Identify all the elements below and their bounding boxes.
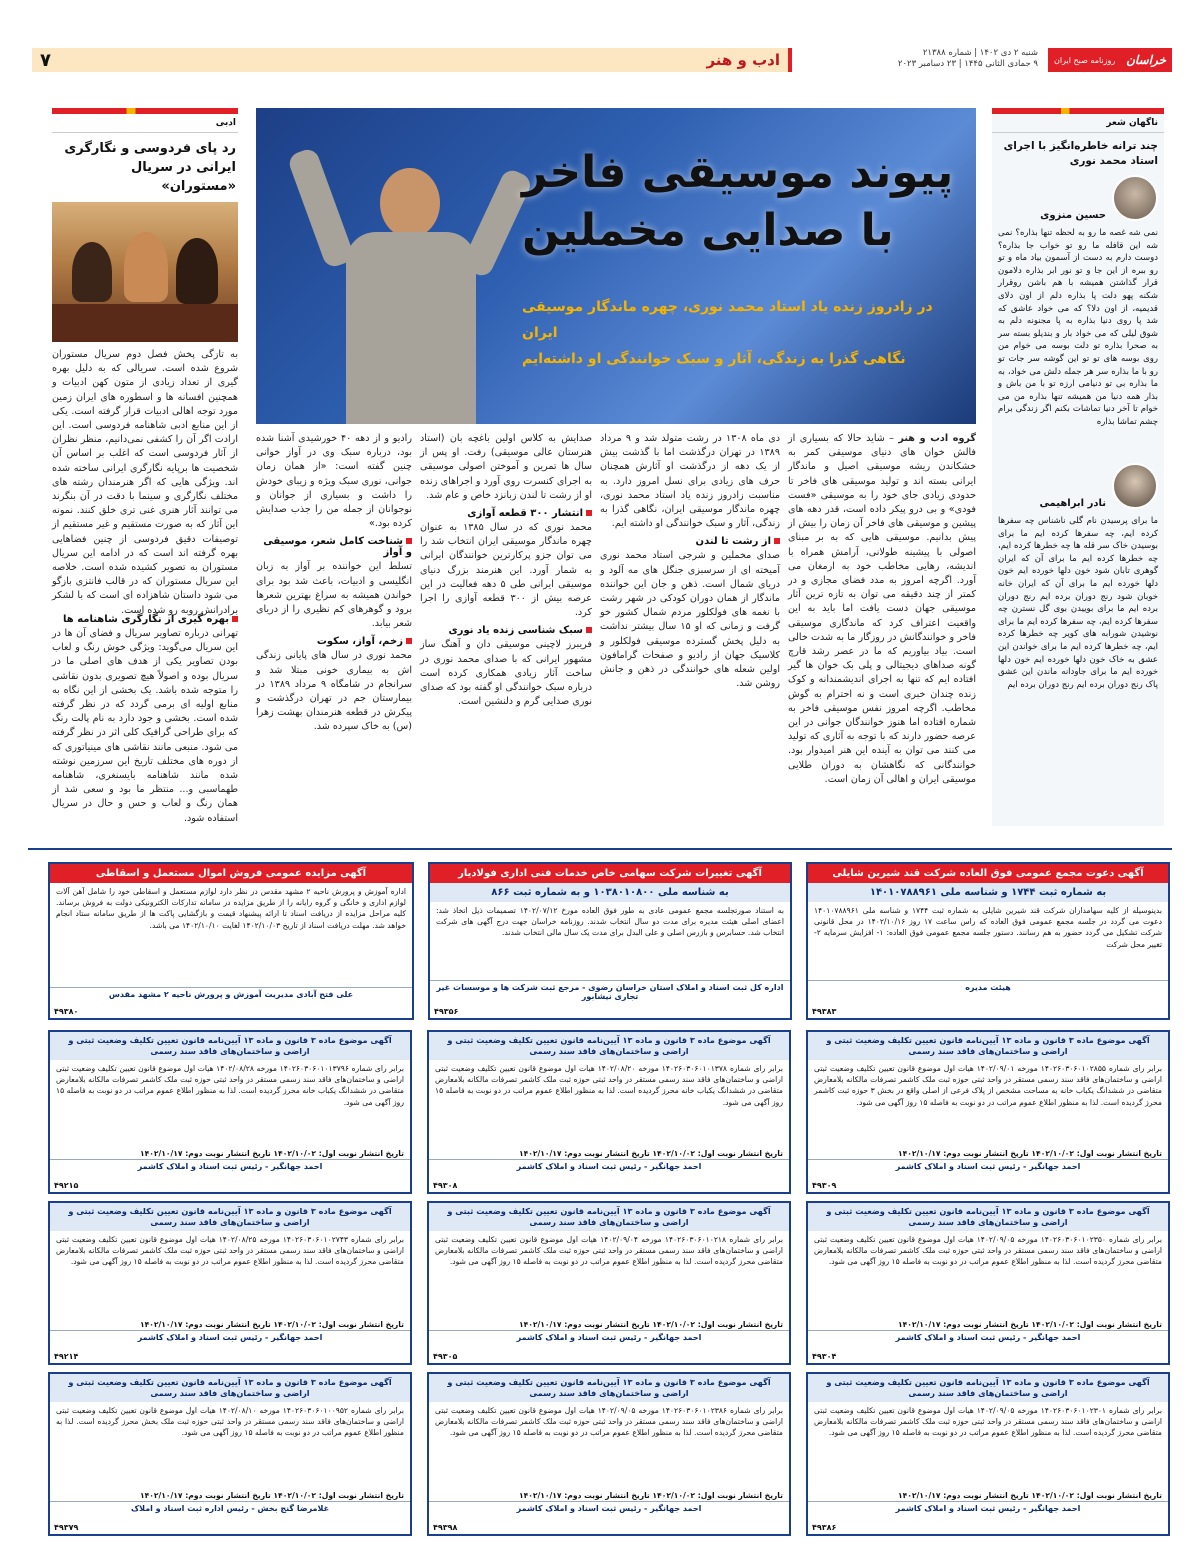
registry-ad-title: آگهی موضوع ماده ۳ قانون و ماده ۱۳ آیین‌نامه قانون تعیین تکلیف وضعیت ثبتی و اراضی و ساختمان‌های فاقد سند رسمی [808, 1203, 1168, 1231]
registry-ad-title: آگهی موضوع ماده ۳ قانون و ماده ۱۳ آیین‌نامه قانون تعیین تکلیف وضعیت ثبتی و اراضی و ساختمان‌های فاقد سند رسمی [808, 1032, 1168, 1060]
logo-text: خراسان [1126, 53, 1166, 67]
literary-title: رد پای فردوسی و نگارگری ایرانی در سریال «مستوران» [64, 141, 236, 194]
registry-ad-foot: احمد جهانگیر - رئیس ثبت اسناد و املاک کاشمر [429, 1330, 789, 1344]
series-photo [52, 202, 238, 342]
poet2-name: نادر ابراهیمی [1039, 498, 1106, 509]
literary-body-1: به تازگی پخش فصل دوم سریال مستوران شروع شده است. سریالی که به دلیل بهره گیری از تعداد زیادی از متون کهن ادبیات و همچنین افسانه ها و اسطوره های ایران زمین مورد توجه اهالی ادبیات قرار گرفته است. یکی از این منابع ادبی شاهنامه فردوسی است. این ارادت اگر آن را کشفی نمی‌دانیم، منظر نظران از آثار فردوسی است که اغلب بر اساس آن شخصیت ها برپایه نگارگری ایرانی ساخته شده اند. ویژگی هایی که اگر هنرمندان رشته های مختلف نگارگری و سینما با دقت در آن بنگرند می توانند آثار هنری غنی تری خلق کنند. نمونه این آثار که به صورت مستقیم و غیر مستقیم از توصیفات دقیق فردوسی از چنین فضاهایی بهره گرفته اند است که در ادامه این سریال مستوران به تصویر کشیده شده است. خلاصه این سریال مستوران که در قالب فانتزی بازگو می شود داستان شاهزاده ای است که با لشکر برادرانش روبه رو شده است. [52, 349, 238, 616]
feature-col3-subhead-text: انتشار ۳۰۰ قطعه آوازی [467, 508, 583, 520]
masthead [0, 40, 1200, 76]
poetry-intro: چند ترانه خاطره‌انگیز با اجرای استاد محمد نوری [1003, 140, 1158, 167]
date-line-1: شنبه ۲ دی ۱۴۰۲ | شماره ۲۱۳۸۸ [922, 48, 1038, 58]
registry-ad [806, 1201, 1170, 1365]
feature-col1-intro: گروه ادب و هنر [898, 433, 976, 444]
registry-ad [427, 1201, 791, 1365]
logo-block [1048, 48, 1172, 72]
ad-top-2 [428, 862, 792, 1020]
registry-ad-foot: احمد جهانگیر - رئیس ثبت اسناد و املاک کاشمر [808, 1501, 1168, 1515]
feature-col-3 [420, 432, 592, 826]
hero-title-line-1: پیوند موسیقی فاخر [522, 147, 954, 198]
bullet-icon [232, 616, 238, 622]
registry-ad [48, 1030, 412, 1194]
feature-col-1 [788, 432, 976, 826]
ad-top-1-num: ۴۹۳۸۳ [812, 1007, 837, 1016]
ad-top-3-foot: علی فتح آبادی مدیریت آموزش و پرورش ناحیه ۲ مشهد مقدس [50, 987, 412, 1001]
bullet-icon [406, 538, 412, 544]
ad-top-1-subtitle: به شماره ثبت ۱۷۴۴ و شناسه ملی ۱۴۰۱۰۷۸۸۹۶۱ [808, 883, 1168, 902]
registry-ad-body: برابر رای شماره ۱۴۰۲۶۰۳۰۶۰۱۰۲۱۸ مورخه ۱۴۰۲/۰۹/۰۴ هیات اول موضوع قانون تعیین تکلیف وضعیت ثبتی اراضی و ساختمان‌های فاقد سند رسمی مستقر در واحد ثبتی حوزه ثبت ملک کاشمر تصرفات مالکانه بلامعارض متقاضی محرز گردیده است. لذا به منظور اطلاع عموم مراتب در دو نوبت به فاصله ۱۵ روز آگهی می شود. [435, 1235, 783, 1267]
feature-col4-text: رادیو و از دهه ۴۰ خورشیدی آشنا شده بود، درباره سبک وی در آواز خوانی چنین گفته است: «از همان زمان جوانی، نوری سبک ویژه و زیبای خودش را داشت و بسیاری از جوانان و نوجوانان از جمله من را جذب صدایش کرده بود.» [256, 433, 412, 530]
registry-ad-num: ۴۹۳۸۶ [812, 1523, 837, 1532]
registry-ad-num: ۴۹۳۹۸ [433, 1523, 458, 1532]
bullet-icon [586, 510, 592, 516]
poet1-name: حسین منزوی [1040, 210, 1106, 221]
feature-col4-text-c: محمد نوری در سال های پایانی زندگی اش به بیماری خونی مبتلا شد و سرانجام در شامگاه ۹ مرداد ۱۳۸۹ در بیمارستان جم در تهران درگذشت و پیکرش در قطعه هنرمندان بهشت زهرا (س) به خاک سپرده شد. [256, 650, 412, 733]
hero-lead-line-1: در زادروز زنده یاد استاد محمد نوری، چهره ماندگار موسیقی ایران [522, 299, 933, 341]
registry-ad-title: آگهی موضوع ماده ۳ قانون و ماده ۱۳ آیین‌نامه قانون تعیین تکلیف وضعیت ثبتی و اراضی و ساختمان‌های فاقد سند رسمی [50, 1203, 410, 1231]
literary-column [52, 108, 238, 826]
literary-subhead-text: بهره گیری از نگارگری شاهنامه ها [63, 614, 229, 625]
poet1-avatar [1112, 175, 1158, 221]
ad-top-1 [806, 862, 1170, 1020]
hero-photo-figure [296, 128, 536, 424]
hero-title [522, 144, 962, 260]
feature-col2-text: دی ماه ۱۳۰۸ در رشت متولد شد و ۹ مرداد ۱۳۸۹ در تهران درگذشت اما با گذشت بیش از یک دهه از درگذشت او آثارش همچنان حرف های زیادی برای نسل امروز دارد. به مناسبت زادروز زنده یاد استاد محمد نوری، چهره ماندگار موسیقی ایران، نگاهی گذرا به زندگی، آثار و سبک خوانندگی او داشته ایم. [600, 433, 780, 530]
feature-col2-text-b: صدای مخملین و شرجی استاد محمد نوری آمیخته ای از سرسبزی جنگل های مه آلود و دریای شمال است. ذهن و جان این خواننده ماندگار از همان دوران کودکی در شهر رشت با نغمه های فولکلور مردم شمال کشور خو گرفت و زمانی که او ۱۵ سال بیشتر نداشت به دلیل پخش گسترده موسیقی فولکلور و کلاسیک جهان از رادیو و صفحات گرامافون اولین شعله های خوانندگی در ذهن و جانش روشن شد. [600, 550, 780, 690]
section-title: ادب و هنر [706, 51, 780, 69]
ad-top-2-foot: اداره کل ثبت اسناد و املاک استان خراسان رضوی - مرجع ثبت شرکت ها و موسسات غیر تجاری نیشابور [430, 980, 790, 1003]
registry-ad-title: آگهی موضوع ماده ۳ قانون و ماده ۱۳ آیین‌نامه قانون تعیین تکلیف وضعیت ثبتی و اراضی و ساختمان‌های فاقد سند رسمی [808, 1374, 1168, 1402]
registry-ad-num: ۴۹۳۷۹ [54, 1523, 79, 1532]
literary-kicker: ادبی [52, 114, 238, 133]
ad-top-2-subtitle: به شناسه ملی ۱۰۳۸۰۱۰۸۰۰ و به شماره ثبت ۸۶۶ [430, 883, 790, 902]
feature-col3-text-c: فریبرز لاچینی موسیقی دان و آهنگ ساز مشهور ایرانی که با صدای محمد نوری در ساخت آثار زیادی همکاری کرده است درباره سبک خوانندگی او گفته بود که صدای نوری صدایی گرم و دلنشین است. [420, 639, 592, 708]
ad-top-1-body: بدینوسیله از کلیه سهامداران شرکت قند شیرین شایلی به شماره ثبت ۱۷۴۴ و شناسه ملی ۱۴۰۱۰۷۸۸۹۶۱ دعوت می گردد در جلسه مجمع عمومی فوق العاده که راس ساعت ۱۷ روز ۱۴۰۲/۱۰/۱۶ در محل قانونی شرکت تشکیل می گردد حضور به هم رسانند. دستور جلسه مجمع عمومی فوق العاده: ۱- افزایش سرمایه ۲- تغییر محل شرکت [814, 906, 1163, 949]
registry-ad-foot: احمد جهانگیر - رئیس ثبت اسناد و املاک کاشمر [429, 1159, 789, 1173]
registry-ad [806, 1030, 1170, 1194]
registry-ad-dates: تاریخ انتشار نوبت اول: ۱۴۰۲/۱۰/۰۲ تاریخ انتشار نوبت دوم: ۱۴۰۲/۱۰/۱۷ [518, 1320, 783, 1329]
poet2-avatar [1112, 463, 1158, 509]
hero-lead [522, 294, 962, 372]
literary-body-2: تهرانی درباره تصاویر سریال و فضای آن ها در این سریال می‌گوید: ویژگی خوش رنگ و لعاب بودن تصاویر یکی از هدف های اصلی ما در سریال بوده و اصولاً هیچ تصویری بدون نقاشی را متوجه شده باشد. یک بخشی از این نگاه به منابع اولیه ای برمی گردد که در نظر گرفته شده است. بخشی و جود دارد به نام پالت رنگ که برای طراحی گرافیک کلی اثر در نظر گرفته می شود. منبعی مانند نقاشی های مینیاتوری که از دوره های مختلف تاریخ این سرزمین نوشته شده مانند شاهنامه بایسنغری، شاهنامه طهماسبی و... منتظر ما بود و سعی شد از همان رنگ و لعاب و حس و حال در سریال استفاده شود. [52, 628, 238, 824]
registry-ad-body: برابر رای شماره ۱۴۰۲۶۰۳۰۶۰۱۰۲۳۸۶ مورخه ۱۴۰۲/۰۹/۰۵ هیات اول موضوع قانون تعیین تکلیف وضعیت ثبتی اراضی و ساختمان‌های فاقد سند رسمی مستقر در واحد ثبتی حوزه ثبت ملک کاشمر تصرفات مالکانه بلامعارض متقاضی محرز گردیده است. لذا به منظور اطلاع عموم مراتب در دو نوبت به فاصله ۱۵ روز آگهی می شود. [435, 1406, 783, 1438]
registry-ad-foot: احمد جهانگیر - رئیس ثبت اسناد و املاک کاشمر [429, 1501, 789, 1515]
poem1-text: نمی شه غصه ما رو به لحظه تنها بذاره؟ نمی شه این قافله ما رو تو خواب جا بذاره؟ دوست دارم به دست از آسمون بیاد ماه و تو رو ببره از این جا و تو نور ابر بذاره دلامون قرار گذاشتن همیشه با هم باشن روقرار شکنه پهو دلت پا بذاره دلم از اون دلای قدیمیه، از اون دلا؟ که می خواد عاشق که شد پا روی دنیا بذاره به پا مجنونه دلم به شوق لیلی که می خواد بار و بندیلو بسته سر به صحرا بذاره تو دلت بوسه می خوام من روی بوسه های تو تو این گوشه سر جات تو رو با ما بذاره سر هر جمله دلش می خواد، به ما بذاره بی تو دنیامی ارزه تو با من باش و بذار همه دنیا من همیشه تنها بذاره من می خوام تا آخر دنیا تماشات بکنم اگر زندگی برام چشم تماشا بذاره [998, 228, 1158, 427]
registry-ad-dates: تاریخ انتشار نوبت اول: ۱۴۰۲/۱۰/۰۲ تاریخ انتشار نوبت دوم: ۱۴۰۲/۱۰/۱۷ [139, 1320, 404, 1329]
bullet-icon [586, 627, 592, 633]
registry-ad-num: ۴۹۲۱۴ [54, 1352, 79, 1361]
registry-ad-dates: تاریخ انتشار نوبت اول: ۱۴۰۲/۱۰/۰۲ تاریخ انتشار نوبت دوم: ۱۴۰۲/۱۰/۱۷ [518, 1491, 783, 1500]
registry-ad [806, 1372, 1170, 1536]
feature-col3-text-b: محمد نوری که در سال ۱۳۸۵ به عنوان چهره ماندگار موسیقی ایران انتخاب شد را می توان جزو پرکارترین خوانندگان ایرانی به شمار آورد. این هنرمند بزرگ دنیای موسیقی ایرانی طی ۵ دهه فعالیت در این عرصه بیش از ۳۰۰ قطعه آوازی را اجرا کرد. [420, 522, 593, 619]
poem2-text: ما برای پرسیدن نام گلی ناشناس چه سفرها کرده ایم، چه سفرها کرده ایم ما برای بوسیدن خاک سر قله ها چه خطرها کرده ایم، چه خطرها کرده ایم ما برای آن که ایران گوهری تابان شود خون دلها خورده ایم خون دلها خورده ایم ما برای آن که ایران خانه خوبان شود رنج دوران برده ایم رنج دوران برده ایم ما برای بوییدن بوی گل نسترن چه سفرها کرده ایم، چه سفرها کرده ایم ما برای نوشیدن شورابه های کویر چه خطرها کرده ایم، چه خطرها کرده ایم ما برای خواندن این عشق به خاک خون دلها خورده ایم خون دلها خورده ایم ما برای جاودانه ماندن این عشق پاک رنج دوران برده ایم رنج دوران برده ایم [998, 516, 1158, 690]
page-number: ۷ [40, 49, 51, 71]
registry-ad [427, 1372, 791, 1536]
registry-ad-dates: تاریخ انتشار نوبت اول: ۱۴۰۲/۱۰/۰۲ تاریخ انتشار نوبت دوم: ۱۴۰۲/۱۰/۱۷ [897, 1491, 1162, 1500]
feature-col4-text-b: تسلط این خواننده بر آواز به زبان انگلیسی و ادبیات، باعث شد بود برای خواندن همیشه به سراغ بهترین شعرها برود و گوهرهای کم نظیری را از دریای شعر بیابد. [256, 561, 412, 630]
registry-ad-dates: تاریخ انتشار نوبت اول: ۱۴۰۲/۱۰/۰۲ تاریخ انتشار نوبت دوم: ۱۴۰۲/۱۰/۱۷ [518, 1149, 783, 1158]
ad-top-2-title: آگهی تغییرات شرکت سهامی خاص خدمات فنی اداری فولادیار [430, 864, 790, 883]
bullet-icon [406, 638, 412, 644]
ad-top-3-body: اداره آموزش و پرورش ناحیه ۲ مشهد مقدس در نظر دارد لوازم مستعمل و اسقاطی خود را شامل آهن آلات لوازم اداری و خانگی و گروه رایانه را از طریق مزایده در سامانه تدارکات الکترونیکی دولت به فروش برساند. کلیه مراحل مزایده از دریافت اسناد تا ارائه پیشنهاد قیمت و بازگشایی پاکت ها از طریق سامانه ستاد انجام خواهد شد. مهلت دریافت اسناد از تاریخ ۱۴۰۲/۱۰/۰۳ لغایت ۱۴۰۲/۱۰/۱۰ می باشد. [56, 887, 406, 930]
poetry-kicker: ناگهان شعر [992, 114, 1164, 133]
registry-ad-num: ۴۹۲۱۵ [54, 1181, 79, 1190]
ad-top-3 [48, 862, 414, 1020]
registry-ad-foot: احمد جهانگیر - رئیس ثبت اسناد و املاک کاشمر [808, 1330, 1168, 1344]
registry-ad-body: برابر رای شماره ۱۴۰۲۶۰۳۰۶۰۱۰۱۳۷۹۶ مورخه ۱۴۰۲/۰۸/۲۸ هیات اول موضوع قانون تعیین تکلیف وضعیت ثبتی اراضی و ساختمان‌های فاقد سند رسمی مستقر در واحد ثبتی حوزه ثبت ملک کاشمر تصرفات مالکانه بلامعارض متقاضی در ششدانگ یکباب خانه محرز گردیده است. لذا به منظور اطلاع عموم مراتب در دو نوبت به فاصله ۱۵ روز آگهی می شود. [56, 1064, 404, 1107]
feature-col3-text: صدایش به کلاس اولین باغچه بان (استاد هنرستان عالی موسیقی) رفت. او پس از سال ها تمرین و آموختن اصولی موسیقی به اجرای کنسرت روی آورد و اجراهای زنده او از رشت تا لندن زبانزد خاص و عام شد. [420, 433, 592, 501]
registry-ad-dates: تاریخ انتشار نوبت اول: ۱۴۰۲/۱۰/۰۲ تاریخ انتشار نوبت دوم: ۱۴۰۲/۱۰/۱۷ [897, 1320, 1162, 1329]
registry-ad-dates: تاریخ انتشار نوبت اول: ۱۴۰۲/۱۰/۰۲ تاریخ انتشار نوبت دوم: ۱۴۰۲/۱۰/۱۷ [897, 1149, 1162, 1158]
registry-ad-body: برابر رای شماره ۱۴۰۲۶۰۳۰۶۰۱۰۰۹۵۲ مورخه ۱۴۰۲/۰۸/۱۰ هیات اول موضوع قانون تعیین تکلیف وضعیت ثبتی اراضی و ساختمان‌های فاقد سند رسمی مستقر در واحد ثبتی حوزه ثبت ملک بخش محرز گردیده است. لذا به منظور اطلاع عموم مراتب در دو نوبت به فاصله ۱۵ روز آگهی می شود. [56, 1406, 404, 1438]
feature-col4-subhead-1-text: شناخت کامل شعر، موسیقی و آواز [263, 536, 412, 559]
date-block [858, 48, 1038, 70]
paper-name: روزنامه صبح ایران [1054, 55, 1116, 65]
date-line-2: ۹ جمادی الثانی ۱۴۴۵ | ۲۳ دسامبر ۲۰۲۳ [897, 59, 1038, 69]
registry-ad [48, 1201, 412, 1365]
feature-col2-subhead [600, 531, 780, 549]
feature-col-4 [256, 432, 412, 826]
feature-col-2 [600, 432, 780, 826]
hero-lead-line-2: نگاهی گذرا به زندگی، آثار و سبک خوانندگی او داشته‌ایم [522, 351, 906, 367]
registry-ad-foot: احمد جهانگیر - رئیس ثبت اسناد و املاک کاشمر [50, 1159, 410, 1173]
registry-ad [48, 1372, 412, 1536]
ad-top-1-title: آگهی دعوت مجمع عمومی فوق العاده شرکت قند شیرین شایلی [808, 864, 1168, 883]
section-tab [32, 48, 792, 72]
registry-ad-foot: غلامرضا گنج بخش - رئیس اداره ثبت اسناد و املاک [50, 1501, 410, 1515]
registry-ad-title: آگهی موضوع ماده ۳ قانون و ماده ۱۳ آیین‌نامه قانون تعیین تکلیف وضعیت ثبتی و اراضی و ساختمان‌های فاقد سند رسمی [50, 1032, 410, 1060]
registry-ad-body: برابر رای شماره ۱۴۰۲۶۰۳۰۶۰۱۰۲۸۵۵ مورخه ۱۴۰۲/۰۹/۰۱ هیات اول موضوع قانون تعیین تکلیف وضعیت ثبتی اراضی و ساختمان‌های فاقد سند رسمی مستقر در واحد ثبتی حوزه ثبت ملک کاشمر تصرفات مالکانه بلامعارض متقاضی در ششدانگ یکباب خانه به مساحت مشخص از پلاک فرعی از اصلی واقع در بخش ۳ حوزه ثبت کاشمر محرز گردیده است. لذا به منظور اطلاع عموم مراتب در دو نوبت به فاصله ۱۵ روز آگهی می شود. [814, 1064, 1162, 1107]
registry-ad-title: آگهی موضوع ماده ۳ قانون و ماده ۱۳ آیین‌نامه قانون تعیین تکلیف وضعیت ثبتی و اراضی و ساختمان‌های فاقد سند رسمی [429, 1032, 789, 1060]
ads-divider [28, 848, 1172, 850]
hero-title-line-2: با صدایی مخملین [522, 205, 894, 256]
registry-ad-num: ۴۹۳۰۴ [812, 1352, 837, 1361]
feature-col4-subhead-2-text: زخم، آواز، سکوت [316, 636, 403, 648]
ad-top-2-body: به استناد صورتجلسه مجمع عمومی عادی به طور فوق العاده مورخ ۱۴۰۲/۰۷/۱۲ تصمیمات ذیل اتخاذ شد: اعضای اصلی هیئت مدیره برای مدت دو سال انتخاب شدند. روزنامه خراسان جهت درج آگهی های شرکت انتخاب شد. حسابرس و بازرس اصلی و علی البدل برای مدت یک سال مالی انتخاب شدند. [436, 906, 784, 938]
ad-top-3-num: ۴۹۳۸۰ [54, 1007, 79, 1016]
ad-top-1-foot: هیئت مدیره [808, 980, 1168, 994]
feature-col3-subhead-2 [420, 620, 592, 638]
registry-ad-title: آگهی موضوع ماده ۳ قانون و ماده ۱۳ آیین‌نامه قانون تعیین تکلیف وضعیت ثبتی و اراضی و ساختمان‌های فاقد سند رسمی [429, 1203, 789, 1231]
feature-col4-subhead-2 [256, 631, 412, 649]
registry-ad-foot: احمد جهانگیر - رئیس ثبت اسناد و املاک کاشمر [808, 1159, 1168, 1173]
feature-col4-subhead-1 [256, 531, 412, 560]
ad-top-2-num: ۴۹۳۵۶ [434, 1007, 459, 1016]
registry-ad-body: برابر رای شماره ۱۴۰۲۶۰۳۰۶۰۱۰۱۳۷۸ مورخه ۱۴۰۲/۰۸/۲۰ هیات اول موضوع قانون تعیین تکلیف وضعیت ثبتی اراضی و ساختمان‌های فاقد سند رسمی مستقر در واحد ثبتی حوزه ثبت ملک کاشمر تصرفات مالکانه بلامعارض متقاضی در ششدانگ یکباب خانه محرز گردیده است. لذا به منظور اطلاع عموم مراتب در دو نوبت به فاصله ۱۵ روز آگهی می شود. [435, 1064, 783, 1107]
feature-col3-subhead-2-text: سبک شناسی زنده یاد نوری [448, 625, 583, 637]
registry-ad-body: برابر رای شماره ۱۴۰۲۶۰۳۰۶۰۱۰۲۳۵۰ مورخه ۱۴۰۲/۰۹/۰۵ هیات اول موضوع قانون تعیین تکلیف وضعیت ثبتی اراضی و ساختمان‌های فاقد سند رسمی مستقر در واحد ثبتی حوزه ثبت ملک کاشمر تصرفات مالکانه بلامعارض متقاضی محرز گردیده است. لذا به منظور اطلاع عموم مراتب در دو نوبت به فاصله ۱۵ روز آگهی می شود. [814, 1235, 1162, 1267]
registry-ad-body: برابر رای شماره ۱۴۰۲۶۰۳۰۶۰۱۰۲۷۴۳ مورخه ۱۴۰۲/۰۸/۲۵ هیات اول موضوع قانون تعیین تکلیف وضعیت ثبتی اراضی و ساختمان‌های فاقد سند رسمی مستقر در واحد ثبتی حوزه ثبت ملک کاشمر تصرفات مالکانه بلامعارض متقاضی محرز گردیده است. لذا به منظور اطلاع عموم مراتب در دو نوبت به فاصله ۱۵ روز آگهی می شود. [56, 1235, 404, 1267]
feature-col1-text: – شاید حالا که بسیاری از فالش خوان های دنیای موسیقی کمر به خشکاندن ریشه موسیقی اصیل و ماندگار ایرانی بسته اند و تولید موسیقی های فاخر تا حدودی زیادی جای خود را به موسیقی «فست فودی» و بی درو پیکر داده است، قدر دهه های پیشین و موسیقی های فاخر آن زمان را بیش از پیش بدانیم. موسیقی هایی که به بر مبنای اصولی با پیشینه طولانی، آرامش همراه با اندیشه، رهایی مخاطب خود به ارمغان می آورد. اگرچه امروز به مدد فضای مجازی و در کمتر از چند دقیقه می توان به تازه ترین آثار موسیقی جهان دست یافت اما باید به این واقعیت اعتراف کرد که ماندگاری موسیقی فاخر و خوانندگانش در روزگار ما به شدت خالی است. بیاد بیاوریم که ما در عصر رشد قارچ گونه صداهای دیجیتالی و پلی بک خوان ها گیر افتاده ایم که تنها به اجرای اندیشمندانه و کوک زنده چندان خبری است و نه احترام به گوش مخاطب. اگرچه امروز نفس موسیقی فاخر به شماره افتاده اما هنوز خوانندگان جوانی در این عرصه حضور دارند که با توجه به آثاری که تولید می کنند می توان به آینده این هنر امیدوار بود. خوانندگانی که نگاهشان به دوران طلایی موسیقی ایران و اهالی آن زمان است. [788, 433, 976, 785]
bullet-icon [774, 538, 780, 544]
registry-ad-title: آگهی موضوع ماده ۳ قانون و ماده ۱۳ آیین‌نامه قانون تعیین تکلیف وضعیت ثبتی و اراضی و ساختمان‌های فاقد سند رسمی [50, 1374, 410, 1402]
registry-ad-num: ۴۹۳۰۸ [433, 1181, 458, 1190]
ad-top-3-title: آگهی مزایده عمومی فروش اموال مستعمل و اسقاطی [50, 864, 412, 883]
feature-col3-subhead [420, 503, 592, 521]
registry-ad-dates: تاریخ انتشار نوبت اول: ۱۴۰۲/۱۰/۰۲ تاریخ انتشار نوبت دوم: ۱۴۰۲/۱۰/۱۷ [139, 1149, 404, 1158]
feature-col2-subhead-text: از رشت تا لندن [695, 536, 771, 548]
poetry-column [992, 108, 1164, 826]
registry-ad-num: ۴۹۳۰۹ [812, 1181, 837, 1190]
registry-ad-num: ۴۹۳۰۵ [433, 1352, 458, 1361]
registry-ad-title: آگهی موضوع ماده ۳ قانون و ماده ۱۳ آیین‌نامه قانون تعیین تکلیف وضعیت ثبتی و اراضی و ساختمان‌های فاقد سند رسمی [429, 1374, 789, 1402]
registry-ad [427, 1030, 791, 1194]
registry-ad-body: برابر رای شماره ۱۴۰۲۶۰۳۰۶۰۱۰۲۳۰۱ مورخه ۱۴۰۲/۰۹/۰۵ هیات اول موضوع قانون تعیین تکلیف وضعیت ثبتی اراضی و ساختمان‌های فاقد سند رسمی مستقر در واحد ثبتی حوزه ثبت ملک کاشمر تصرفات مالکانه بلامعارض متقاضی محرز گردیده است. لذا به منظور اطلاع عموم مراتب در دو نوبت به فاصله ۱۵ روز آگهی می شود. [814, 1406, 1162, 1438]
ads-grid [48, 1030, 1170, 1544]
registry-ad-foot: احمد جهانگیر - رئیس ثبت اسناد و املاک کاشمر [50, 1330, 410, 1344]
feature-hero [256, 108, 976, 424]
registry-ad-dates: تاریخ انتشار نوبت اول: ۱۴۰۲/۱۰/۰۲ تاریخ انتشار نوبت دوم: ۱۴۰۲/۱۰/۱۷ [139, 1491, 404, 1500]
